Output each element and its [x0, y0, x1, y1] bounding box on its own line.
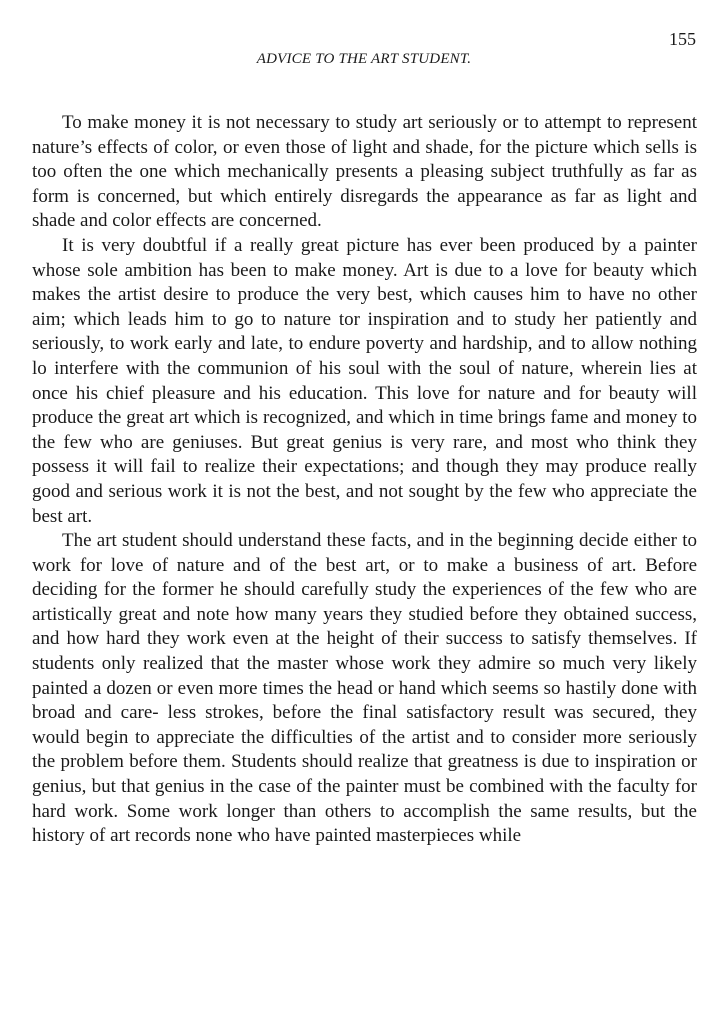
- body-text: [32, 111, 697, 849]
- paragraph: It is very doubtful if a really great picture has ever been produced by a painter whose sole ambition has been to make money. Art is due to a love for beauty which makes the artist desire to produce the very best, which causes him to have no other aim; which leads him to go to nature tor inspiration and to study her patiently and seriously, to work early and late, to endure poverty and hardship, and to allow nothing lo interfere with the communion of his soul with the soul of nature, wherein lies at once his chief pleasure and his education. This love for nature and for beauty will produce the great art which is recognized, and which in time brings fame and money to the few who are geniuses. But great genius is very rare, and most who think they possess it will fail to realize their expectations; and though they may produce really good and serious work it is not the best, and not sought by the few who appreciate the best art.: [32, 234, 697, 527]
- running-head: ADVICE TO THE ART STUDENT.: [256, 51, 472, 67]
- paragraph: The art student should understand these facts, and in the beginning decide either to work for love of nature and of the best art, or to make a business of art. Before deciding for the former he should carefully study the experiences of the few who are artistically great and note how many years they studied before they obtained success, and how hard they work even at the height of their success to satisfy themselves. If students only realized that the master whose work they admire so much very likely painted a dozen or even more times the head or hand which seems so hastily done with broad and care- less strokes, before the final satisfactory result was secured, they would begin to appreciate the difficulties of the artist and to consider more seriously the problem before them. Students should realize that greatness is due to inspiration or genius, but that genius in the case of the painter must be combined with the faculty for hard work. Some work longer than others to accomplish the same results, but the history of art records none who have painted masterpieces while: [32, 530, 697, 847]
- paragraph: To make money it is not necessary to study art seriously or to attempt to represent nature’s effects of color, or even those of light and shade, for the picture which sells is too often the one which mechanically presents a pleasing subject truthfully as far as form is concerned, but which entirely disregards the appearance as far as light and shade and color effects are concerned.: [32, 112, 697, 232]
- page-number: 155: [669, 29, 696, 49]
